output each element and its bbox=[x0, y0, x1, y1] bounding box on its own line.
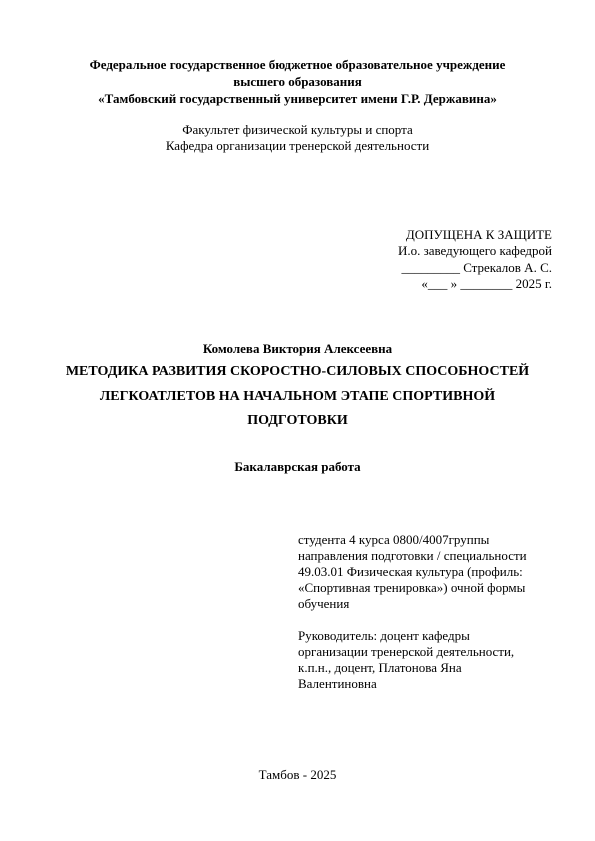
supervisor-line-2: организации тренерской деятельности, bbox=[298, 644, 515, 659]
approval-position: И.о. заведующего кафедрой bbox=[397, 243, 552, 258]
student-info-line-3: 49.03.01 Физическая культура (профиль: bbox=[298, 564, 523, 579]
approval-signature: _________ Стрекалов А. С. bbox=[401, 260, 552, 275]
institution-line-1: Федеральное государственное бюджетное образовательное учреждение bbox=[89, 57, 506, 72]
supervisor-line-1: Руководитель: доцент кафедры bbox=[298, 628, 470, 643]
work-type: Бакалаврская работа bbox=[234, 459, 361, 474]
city-year: Тамбов - 2025 bbox=[258, 767, 337, 782]
student-info-line-5: обучения bbox=[298, 596, 350, 611]
author-name: Комолева Виктория Алексеевна bbox=[202, 341, 393, 356]
supervisor-line-4: Валентиновна bbox=[298, 676, 377, 691]
student-info-line-1: студента 4 курса 0800/4007группы bbox=[298, 532, 490, 547]
institution-line-2: высшего образования bbox=[233, 74, 362, 89]
faculty-name: Факультет физической культуры и спорта bbox=[182, 122, 413, 137]
approval-heading: ДОПУЩЕНА К ЗАЩИТЕ bbox=[405, 227, 552, 242]
approval-date: «___ » ________ 2025 г. bbox=[421, 276, 552, 291]
supervisor-line-3: к.п.н., доцент, Платонова Яна bbox=[298, 660, 462, 675]
thesis-title-line-2: ЛЕГКОАТЛЕТОВ НА НАЧАЛЬНОМ ЭТАПЕ СПОРТИВНОЙ bbox=[99, 389, 496, 404]
thesis-title-line-3: ПОДГОТОВКИ bbox=[247, 413, 348, 428]
thesis-title-line-1: МЕТОДИКА РАЗВИТИЯ СКОРОСТНО-СИЛОВЫХ СПОСОБНОСТЕЙ bbox=[65, 364, 530, 379]
student-info-line-4: «Спортивная тренировка») очной формы bbox=[298, 580, 526, 595]
department-name: Кафедра организации тренерской деятельности bbox=[165, 138, 430, 153]
institution-name: «Тамбовский государственный университет имени Г.Р. Державина» bbox=[98, 91, 497, 106]
student-info-line-2: направления подготовки / специальности bbox=[298, 548, 527, 563]
